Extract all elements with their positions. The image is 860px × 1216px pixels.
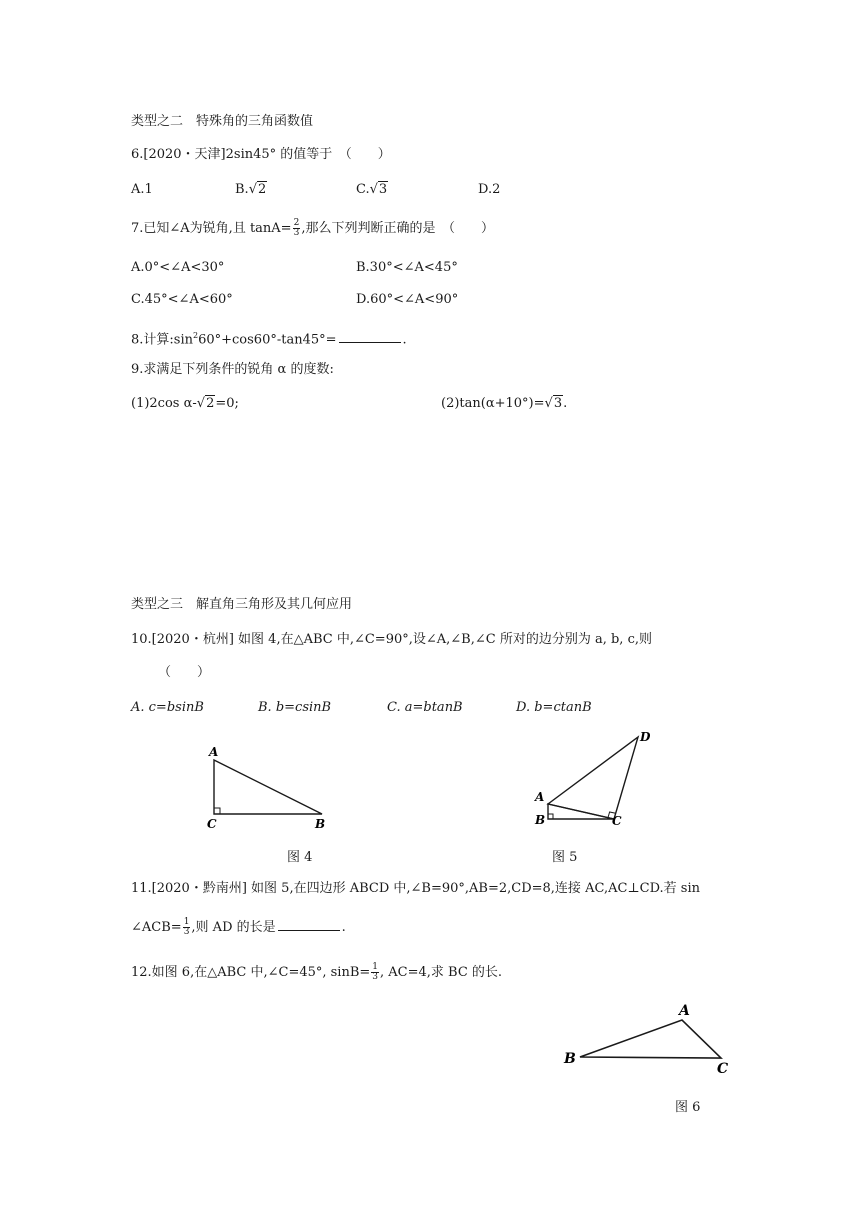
q11-frac-den: 3 <box>183 927 190 937</box>
q12-frac-num: 1 <box>372 962 379 972</box>
q12-post: , AC=4,求 BC 的长. <box>380 965 503 980</box>
q6-option-b <box>235 181 267 199</box>
q12-fraction <box>371 963 379 982</box>
q9-p2-radicand: 3 <box>553 396 563 411</box>
q8-end: . <box>402 332 407 348</box>
figure-6 <box>560 1000 740 1080</box>
sqrt-symbol: √2 <box>248 182 267 197</box>
q8-superscript: 2 <box>193 331 199 340</box>
sqrt-symbol: √3 <box>369 182 388 197</box>
q6-stem-pre: 6.[2020・天津]2sin45° <box>131 147 277 162</box>
q6-option-b-prefix: B. <box>235 182 249 197</box>
q7-frac-num: 2 <box>293 218 300 228</box>
question-9-stem: 9.求满足下列条件的锐角 α 的度数: <box>131 362 334 377</box>
q9-p1-pre: (1)2cos α- <box>131 396 197 411</box>
question-11-line-2 <box>131 918 346 937</box>
question-11-line-1: 11.[2020・黔南州] 如图 5,在四边形 ABCD 中,∠B=90°,AB=2,CD=8,连接 AC,AC⊥CD.若 sin <box>131 881 701 896</box>
q11-fraction <box>183 918 191 937</box>
q6-option-c-radicand: 3 <box>378 182 388 197</box>
q7-stem-pre: 7.已知∠A为锐角,且 tanA= <box>131 221 292 236</box>
sqrt-symbol: √3 <box>544 396 563 411</box>
q9-p1-post: =0; <box>215 396 239 411</box>
q7-frac-den: 3 <box>293 228 300 238</box>
q9-part-1 <box>131 395 239 413</box>
question-8 <box>131 327 407 349</box>
q6-option-a: A.1 <box>131 182 153 197</box>
fig5-label-a: A <box>535 790 545 804</box>
q8-post: 60°+cos60°-tan45°= <box>198 332 337 348</box>
question-10-stem: 10.[2020・杭州] 如图 4,在△ABC 中,∠C=90°,设∠A,∠B,∠C 所对的边分别为 a, b, c,则 <box>131 632 652 647</box>
sqrt-symbol: √2 <box>196 396 215 411</box>
q10-option-d: D. b=ctanB <box>516 700 592 715</box>
fig4-triangle <box>214 760 322 814</box>
q11-end: . <box>341 920 346 935</box>
q12-frac-den: 3 <box>372 972 379 982</box>
q6-option-b-radicand: 2 <box>257 182 267 197</box>
figure-5 <box>530 728 660 830</box>
q11-answer-blank[interactable] <box>278 918 340 931</box>
q9-p1-radicand: 2 <box>206 396 215 411</box>
fig4-right-angle-mark <box>214 808 220 814</box>
fig4-label-a: A <box>209 745 219 759</box>
q9-part-2 <box>441 395 567 413</box>
figure-4 <box>200 742 340 834</box>
q10-option-b: B. b=csinB <box>258 700 332 715</box>
q11-frac-num: 1 <box>183 917 190 927</box>
fig4-label-c: C <box>207 817 217 831</box>
fig4-label-b: B <box>315 817 326 831</box>
fig5-label-c: C <box>612 814 622 828</box>
fig6-label-b: B <box>564 1051 576 1067</box>
q7-option-a: A.0°<∠A<30° <box>131 260 225 275</box>
q10-option-a: A. c=bsinB <box>131 700 204 715</box>
fig5-label-b: B <box>535 813 546 827</box>
section-title-3: 类型之三 解直角三角形及其几何应用 <box>131 597 353 612</box>
fig5-right-angle-b <box>548 814 553 819</box>
q7-option-c: C.45°<∠A<60° <box>131 292 233 307</box>
fig6-label-c: C <box>717 1061 729 1077</box>
question-12 <box>131 963 502 982</box>
fig6-caption: 图 6 <box>675 1100 701 1115</box>
fig6-triangle <box>580 1020 721 1058</box>
q8-pre: 8.计算:sin <box>131 332 193 348</box>
q10-option-c: C. a=btanB <box>387 700 463 715</box>
question-7-stem <box>131 219 494 238</box>
q9-p2-post: . <box>563 396 568 411</box>
q12-pre: 12.如图 6,在△ABC 中,∠C=45°, sinB= <box>131 965 371 980</box>
question-6-stem <box>131 146 391 164</box>
fig6-label-a: A <box>679 1003 690 1019</box>
q7-stem-post: ,那么下列判断正确的是 （ ） <box>301 221 494 236</box>
q7-option-b: B.30°<∠A<45° <box>356 260 458 275</box>
fig5-triangle-acd <box>548 737 638 819</box>
fig4-caption: 图 4 <box>287 850 313 865</box>
q6-stem-post: 的值等于 （ ） <box>280 147 391 162</box>
q8-answer-blank[interactable] <box>339 330 401 343</box>
q10-paren: （ ） <box>158 665 211 680</box>
q11-line2-pre: ∠ACB= <box>131 920 182 935</box>
q6-option-c <box>356 181 388 199</box>
q11-line2-post: ,则 AD 的长是 <box>191 920 276 935</box>
q7-fraction <box>293 219 301 238</box>
q6-option-d: D.2 <box>478 182 501 197</box>
q7-option-d: D.60°<∠A<90° <box>356 292 459 307</box>
q9-p2-pre: (2)tan(α+10°)= <box>441 396 545 411</box>
fig5-label-d: D <box>640 730 651 744</box>
fig5-caption: 图 5 <box>552 850 578 865</box>
q6-option-c-prefix: C. <box>356 182 370 197</box>
section-title-2: 类型之二 特殊角的三角函数值 <box>131 114 314 129</box>
